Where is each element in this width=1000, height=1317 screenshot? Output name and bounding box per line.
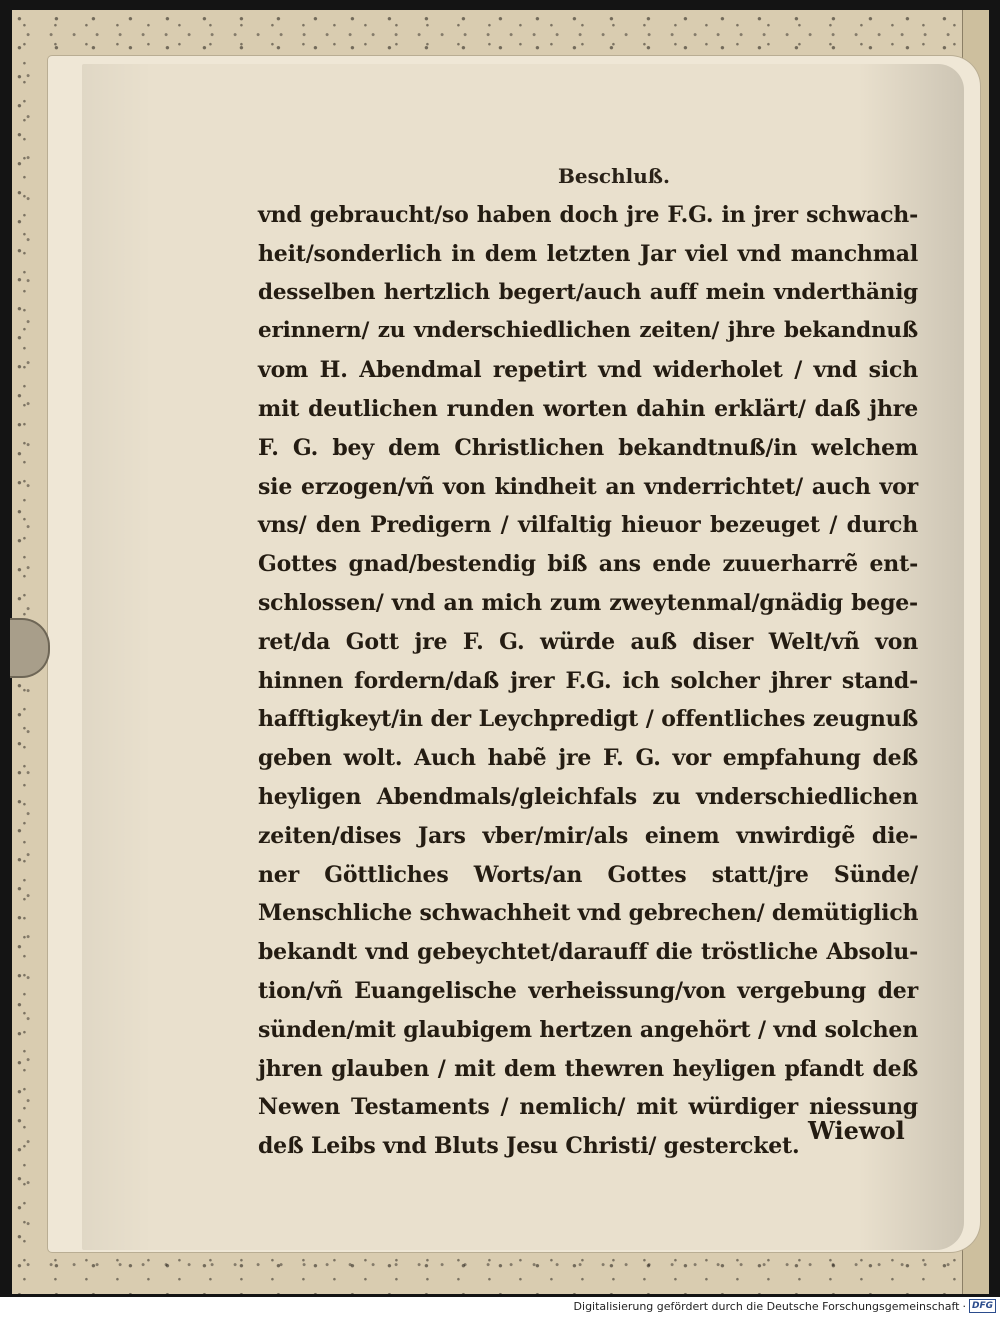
text-line: F. G. bey dem Christlichen bekandtnuß/in welchem (258, 434, 918, 461)
text-block (258, 196, 918, 1166)
text-line: vnd gebraucht/so haben doch jre F.G. in jrer schwach- (258, 202, 918, 228)
text-line: heit/sonderlich in dem letzten Jar viel vnd manchmal (258, 240, 918, 267)
text-line: vns/ den Predigern / vilfaltig hieuor bezeuget / durch (258, 512, 918, 539)
footer-credit: Digitalisierung gefördert durch die Deutsche Forschungsgemeinschaft (573, 1299, 960, 1313)
catchword: Wiewol (808, 1116, 905, 1145)
text-line: desselben hertzlich begert/auch auff mein vnderthänig (258, 279, 918, 305)
running-head: Beschluß. (558, 164, 670, 188)
text-line: ner Göttliches Worts/an Gottes statt/jre Sünde/ (258, 861, 918, 888)
text-line: Gottes gnad/bestendig biß ans ende zuuerharrẽ ent- (258, 551, 918, 578)
text-line: jhren glauben / mit dem thewren heyligen pfandt deß (258, 1055, 918, 1082)
text-line: schlossen/ vnd an mich zum zweytenmal/gnädig bege- (258, 589, 918, 616)
text-line: Menschliche schwachheit vnd gebrechen/ demütiglich (258, 900, 919, 927)
footer (574, 1297, 996, 1315)
text-line: erinnern/ zu vnderschiedlichen zeiten/ jhre bekandnuß (258, 318, 918, 344)
text-line: sünden/mit glaubigem hertzen angehört / vnd solchen (258, 1016, 918, 1043)
text-line: zeiten/dises Jars vber/mir/als einem vnwirdigẽ die- (258, 822, 918, 849)
text-line: Newen Testaments / nemlich/ mit würdiger niessung (258, 1094, 918, 1121)
text-line: vom H. Abendmal repetirt vnd widerholet / vnd sich (258, 357, 918, 384)
text-line: sie erzogen/vñ von kindheit an vnderrichtet/ auch vor (258, 473, 918, 500)
text-line: deß Leibs vnd Bluts Jesu Christi/ gestercket. (258, 1133, 800, 1160)
text-line: geben wolt. Auch habẽ jre F. G. vor empfahung deß (258, 745, 918, 772)
text-line: tion/vñ Euangelische verheissung/von vergebung der (258, 977, 918, 1004)
text-line: mit deutlichen runden worten dahin erklärt/ daß jhre (258, 395, 918, 422)
dfg-logo-icon[interactable]: DFG (969, 1299, 996, 1313)
text-line: ret/da Gott jre F. G. würde auß diser Welt/vñ von (258, 628, 918, 655)
text-line: hafftigkeyt/in der Leychpredigt / offentliches zeugnuß (258, 706, 918, 733)
text-line: heyligen Abendmals/gleichfals zu vnderschiedlichen (258, 783, 918, 810)
text-line: bekandt vnd gebeychtet/darauff die tröstliche Absolu- (258, 939, 918, 966)
footer-separator: · (962, 1299, 966, 1313)
text-line: hinnen fordern/daß jrer F.G. ich solcher jhrer stand- (258, 667, 918, 694)
